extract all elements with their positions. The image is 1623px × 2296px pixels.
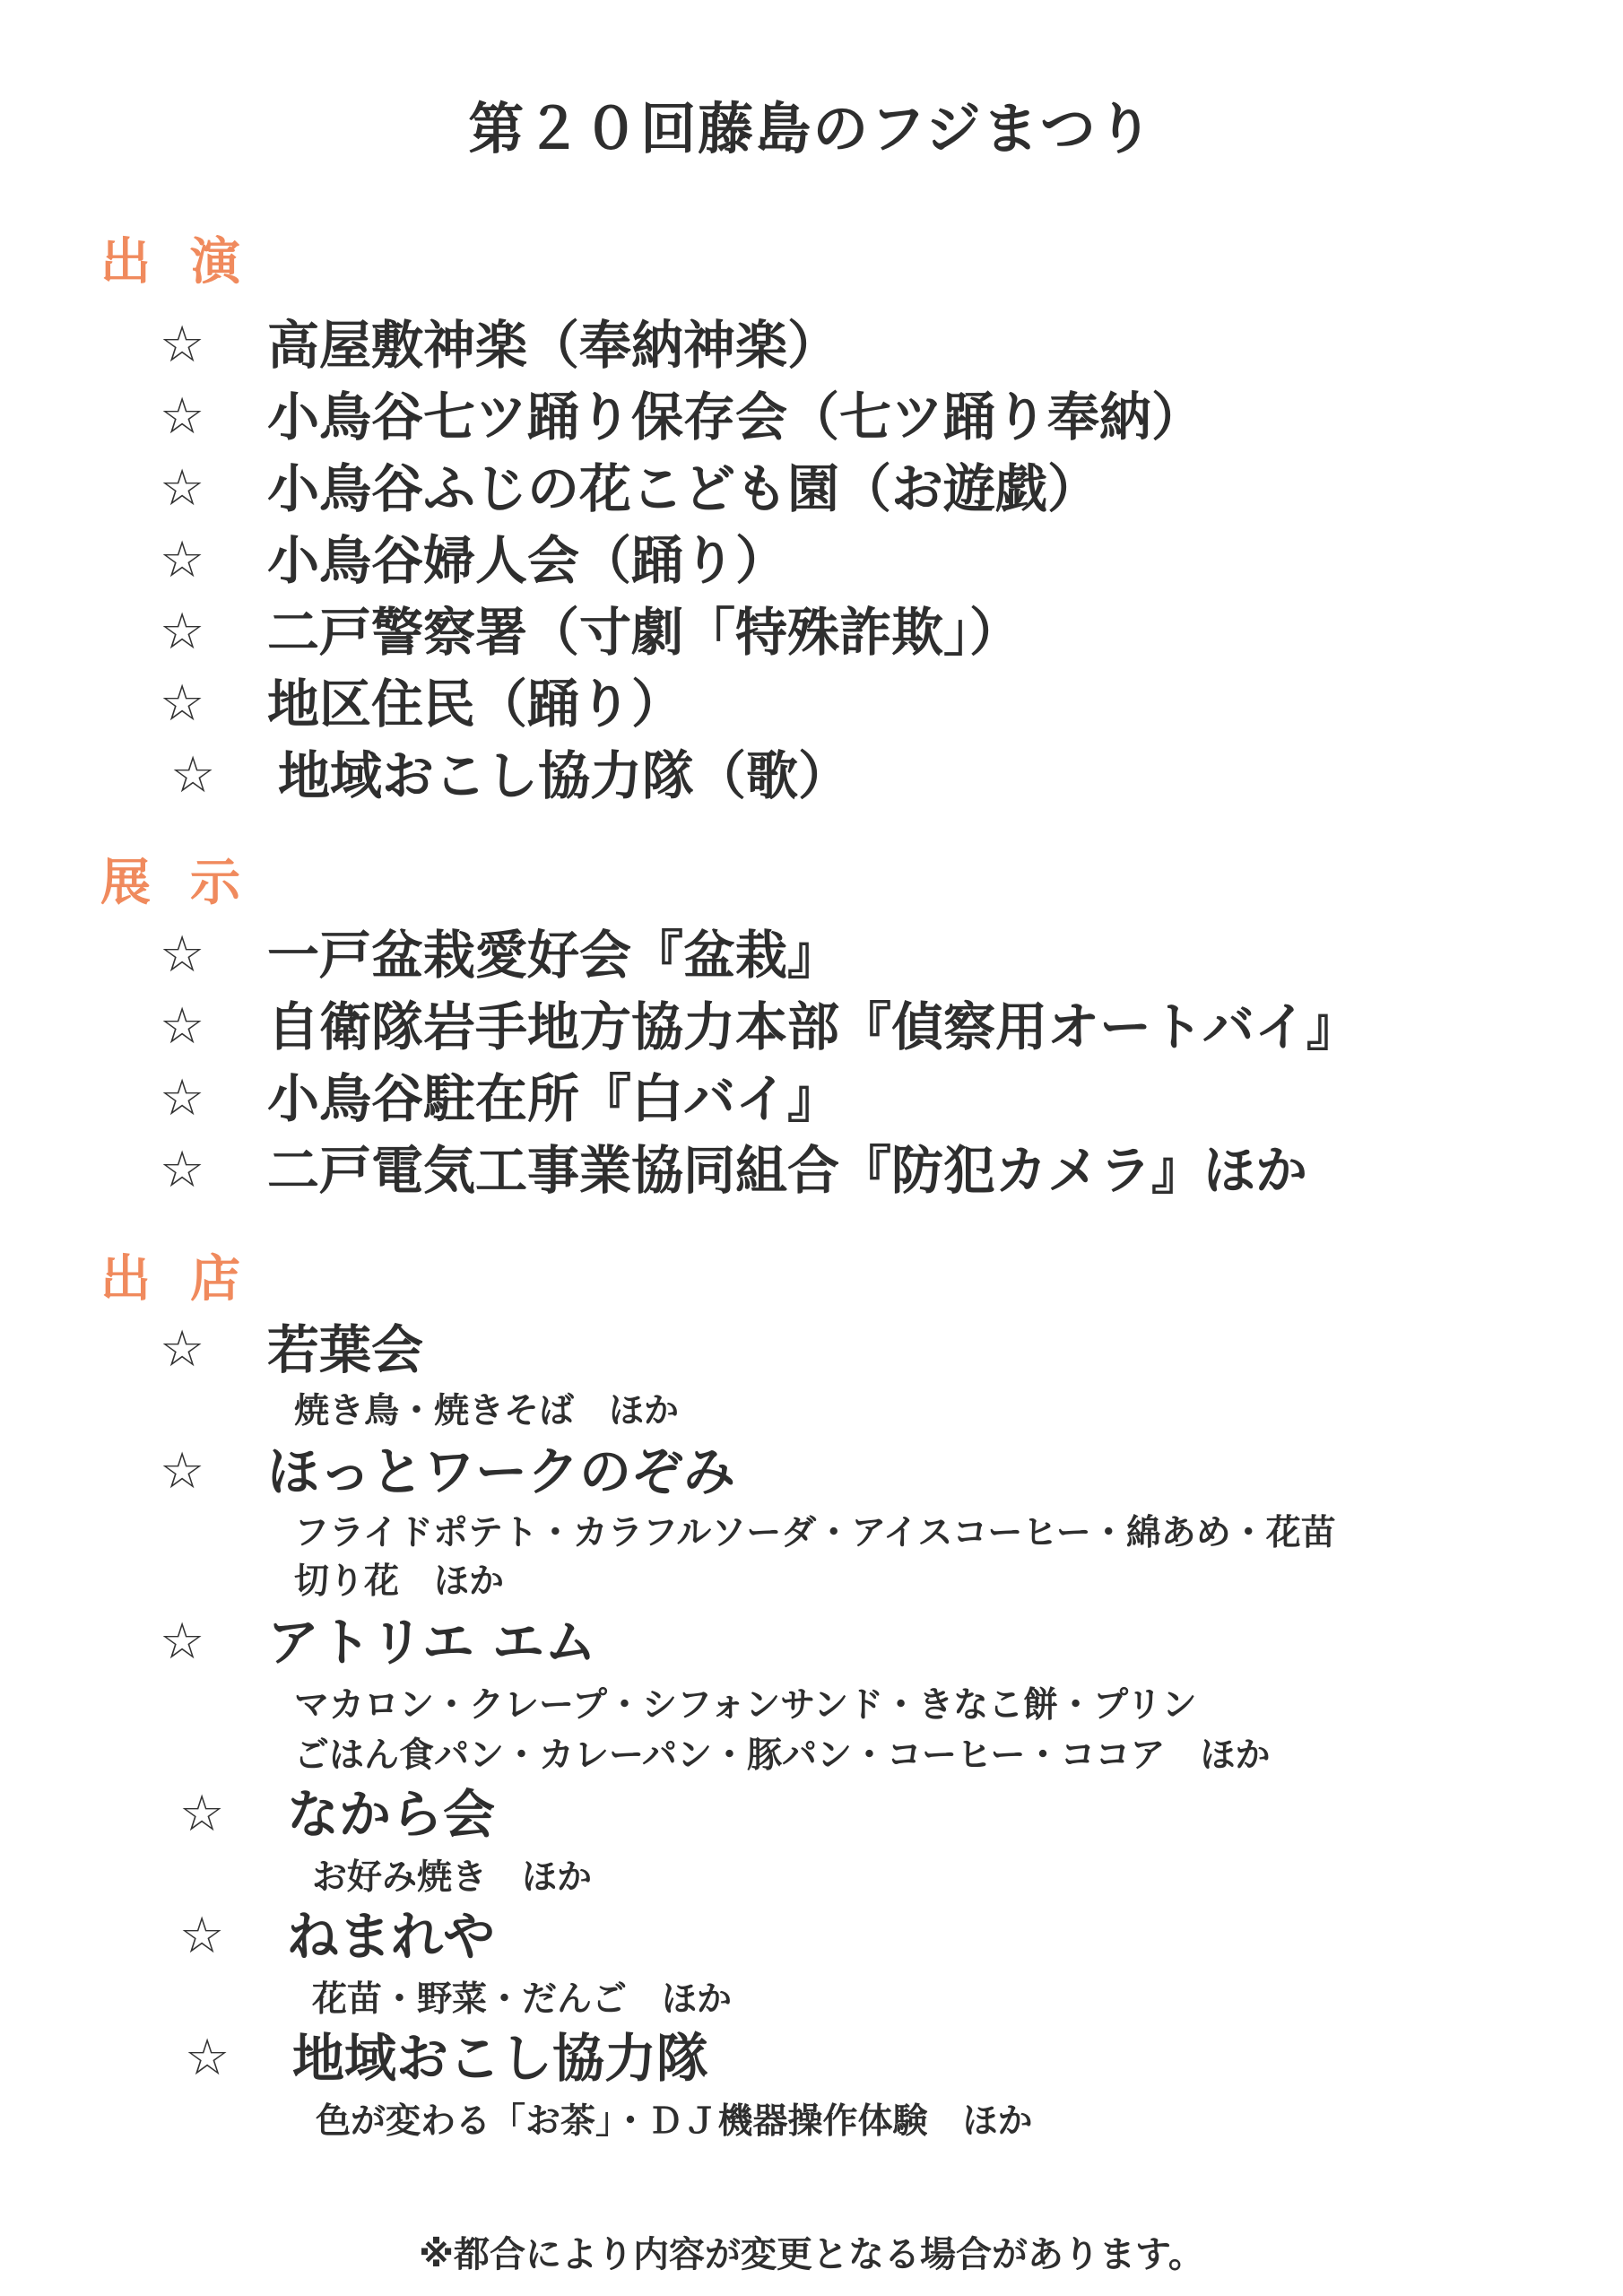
exhibit-item-text: 二戸電気工事業協同組合『防犯カメラ』ほか [267,1140,1308,1201]
star-icon: ☆ [179,1785,225,1843]
shop-name: なから会 [287,1784,496,1845]
shop-detail: 切り花 ほか [294,1561,505,1602]
exhibit-item-text: 小鳥谷駐在所『白バイ』 [267,1068,840,1129]
star-icon: ☆ [160,926,205,984]
shop-detail: 焼き鳥・焼きそば ほか [294,1391,680,1431]
section-heading-shops: 出店 [100,1250,280,1309]
performance-item-text: 高屋敷神楽（奉納神楽） [267,315,840,376]
shop-name: アトリエ エム [267,1612,597,1673]
performance-item-text: 二戸警察署（寸劇「特殊詐欺」） [267,602,1022,663]
page-title: 第２０回藤島のフジまつり [468,96,1155,161]
star-icon: ☆ [179,1907,225,1965]
star-icon: ☆ [160,1141,205,1199]
shop-name: ねまれや [287,1906,496,1967]
star-icon: ☆ [170,746,216,804]
performance-item-text: 小鳥谷七ツ踊り保存会（七ツ踊り奉納） [267,387,1204,448]
exhibit-item-text: 自衛隊岩手地方協力本部『偵察用オートバイ』 [267,996,1358,1057]
shop-name: 若葉会 [267,1319,424,1380]
star-icon: ☆ [160,1320,205,1378]
section-heading-exhibit: 展示 [100,854,280,912]
shop-detail: マカロン・クレープ・シフォンサンド・きなこ餅・プリン [294,1685,1197,1726]
star-icon: ☆ [160,1069,205,1127]
shop-detail: 花苗・野菜・だんご ほか [312,1979,733,2020]
exhibit-item-text: 一戸盆栽愛好会『盆栽』 [267,925,840,986]
section-heading-performance: 出演 [100,233,280,291]
shop-detail: お好み焼き ほか [312,1857,593,1898]
star-icon: ☆ [160,1613,205,1671]
shop-name: ほっとワークのぞみ [267,1441,736,1502]
footer-note: ※都合により内容が変更となる場合があります。 [419,2234,1204,2275]
star-icon: ☆ [160,459,205,517]
performance-item-text: 地区住民（踊り） [267,674,684,735]
star-icon: ☆ [160,674,205,733]
performance-item-text: 小鳥谷婦人会（踊り） [267,530,788,591]
shop-name: 地域おこし協力隊 [292,2028,709,2089]
performance-item-text: 小鳥谷ふじの花こども園（お遊戯） [267,458,1100,519]
shop-detail: ごはん食パン・カレーパン・豚パン・コーヒー・ココア ほか [294,1735,1271,1776]
performance-item-text: 地域おこし協力隊（歌） [278,745,851,806]
star-icon: ☆ [160,997,205,1056]
star-icon: ☆ [160,1442,205,1500]
shop-detail: 色が変わる「お茶」・ＤＪ機器操作体験 ほか [316,2101,1033,2142]
star-icon: ☆ [160,387,205,446]
shop-detail: フライドポテト・カラフルソーダ・アイスコーヒー・綿あめ・花苗 [294,1513,1336,1553]
star-icon: ☆ [160,531,205,589]
star-icon: ☆ [185,2029,230,2087]
star-icon: ☆ [160,603,205,661]
star-icon: ☆ [160,316,205,374]
